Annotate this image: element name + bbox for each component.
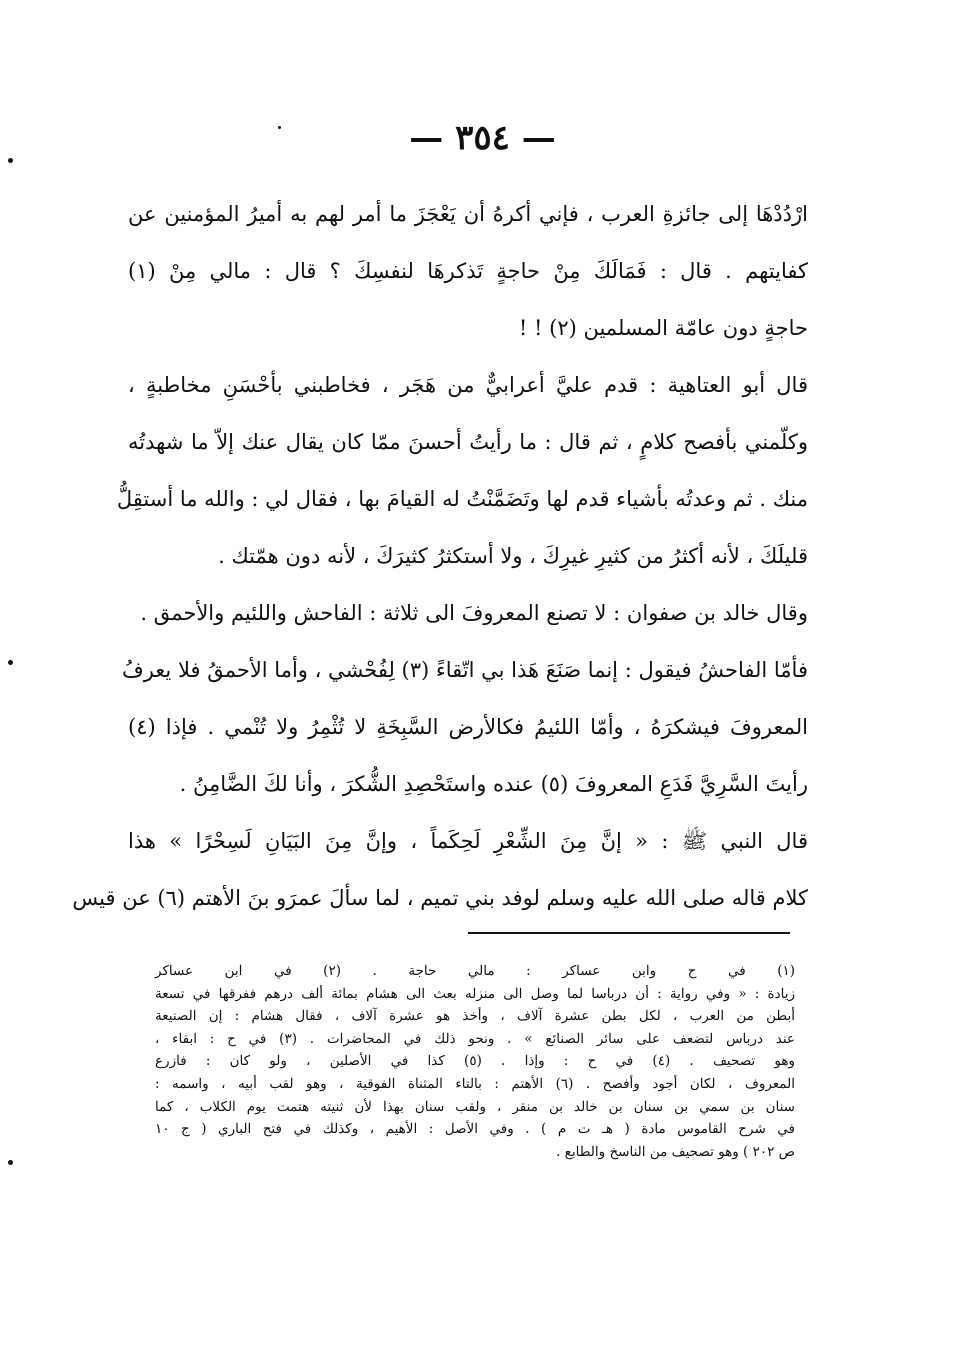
text-line: المعروفَ فيشكرَهُ ، وأمّا اللئيمُ فكالأرض السَّبِخَةِ لا تُثْمِرُ ولا تُنْمي . فإذا (٤) bbox=[128, 715, 808, 739]
text-line: رأيتَ السَّرِيَّ فَدَعِ المعروفَ (٥) عنده واستَحْصِدِ الشُّكرَ ، وأنا لكَ الضَّامِنُ . bbox=[179, 772, 808, 796]
footnote-line: المعروف ، لكان أجود وأفصح . (٦) الأهتم : بالتاء المثناة الفوقية ، وهو لقب أبيه ، واسمه : bbox=[155, 1075, 795, 1092]
text-line: فأمّا الفاحشُ فيقول : إنما صَنَعَ هَذا بي اتّقاءً (٣) لِفُحْشي ، وأما الأحمقُ فلا يعرفُ bbox=[121, 658, 808, 682]
text-line: حاجةٍ دون عامّة المسلمين (٢) ! ! bbox=[518, 316, 808, 340]
text-line: وقال خالد بن صفوان : لا تصنع المعروفَ الى ثلاثة : الفاحش واللئيم والأحمق . bbox=[140, 601, 808, 625]
page-number: — ٣٥٤ — bbox=[409, 118, 556, 158]
footnote-line: أبطن من العرب ، لكل بطن عشرة آلاف ، وأخذ هو عشرة آلاف ، فقال هشام : إن الصنيعة bbox=[155, 1008, 795, 1025]
margin-mark-bottom bbox=[8, 1160, 13, 1165]
footnote-line: وهو تصحيف . (٤) في ح : وإذا . (٥) كذا في الأصلين ، ولو كان : فازرع bbox=[155, 1053, 795, 1070]
footnote-line: في شرح القاموس مادة ( هـ ت م ) . وفي الأصل : الأهيم ، وكذلك في فتح الباري ( ج ١٠ bbox=[155, 1121, 795, 1138]
main-text bbox=[72, 186, 808, 927]
text-line: قال أبو العتاهية : قدم عليَّ أعرابيٌّ من هَجَر ، فخاطبني بأحْسَنِ مخاطبةٍ ، bbox=[128, 373, 808, 397]
text-line: منك . ثم وعدتُه بأشياء قدم لها وتَضَمَّنْتُ له القيامَ بها ، فقال لي : والله ما أستقِلُّ bbox=[116, 487, 808, 511]
margin-mark-top bbox=[8, 158, 13, 163]
footnote-line: زيادة : « وفي رواية : أن درباسا لما وصل الى منزله بعث الى هشام بمائة ألف درهم ففرقها في تسعة bbox=[155, 985, 795, 1002]
footnote-line: سنان بن سمي بن سنان بن خالد بن منقر ، ولقب سنان بهذا لأن ثنيته هتمت يوم الكلاب ، كما bbox=[155, 1098, 795, 1115]
footnote-separator bbox=[468, 932, 790, 934]
margin-mark-middle bbox=[8, 660, 13, 665]
text-line: قليلَكَ ، لأنه أكثرُ من كثيرِ غيرِكَ ، ولا أستكثرُ كثيرَكَ ، لأنه دون همّتك . bbox=[218, 544, 808, 568]
footnote-line: عند درباس لتضعف على سائر الصنائع » . ونحو ذلك في المحاضرات . (٣) في ح : ابقاء ، bbox=[155, 1030, 795, 1047]
text-line: وكلّمني بأفصح كلامٍ ، ثم قال : ما رأيتُ أحسنَ ممّا كان يقال عنك إلاّ ما شهدتُه bbox=[128, 430, 808, 454]
footnotes bbox=[155, 960, 795, 1163]
text-line: ارْدُدْهَا إلى جائزةِ العرب ، فإني أكرهُ أن يَعْجَزَ ما أمر لهم به أميرُ المؤمنين عن bbox=[128, 202, 808, 226]
text-line: كفايتهم . قال : فَمَالَكَ مِنْ حاجةٍ تَذكرهَا لنفسِكَ ؟ قال : مالي مِنْ (١) bbox=[128, 259, 808, 283]
text-line: كلام قاله صلى الله عليه وسلم لوفد بني تميم ، لما سألَ عمرَو بنَ الأهتم (٦) عن قيس bbox=[72, 886, 808, 910]
footnote-line: ص ٢٠٢ ) وهو تصحيف من الناسخ والطابع . bbox=[556, 1143, 795, 1160]
footnote-line: (١) في ح وابن عساكر : مالي حاجة . (٢) في ابن عساكر bbox=[155, 963, 796, 979]
text-line: قال النبي ﷺ : « إنَّ مِنَ الشِّعْرِ لَحِكَماً ، وإنَّ مِنَ البَيَانِ لَسِحْرًا » هذا bbox=[128, 829, 808, 853]
